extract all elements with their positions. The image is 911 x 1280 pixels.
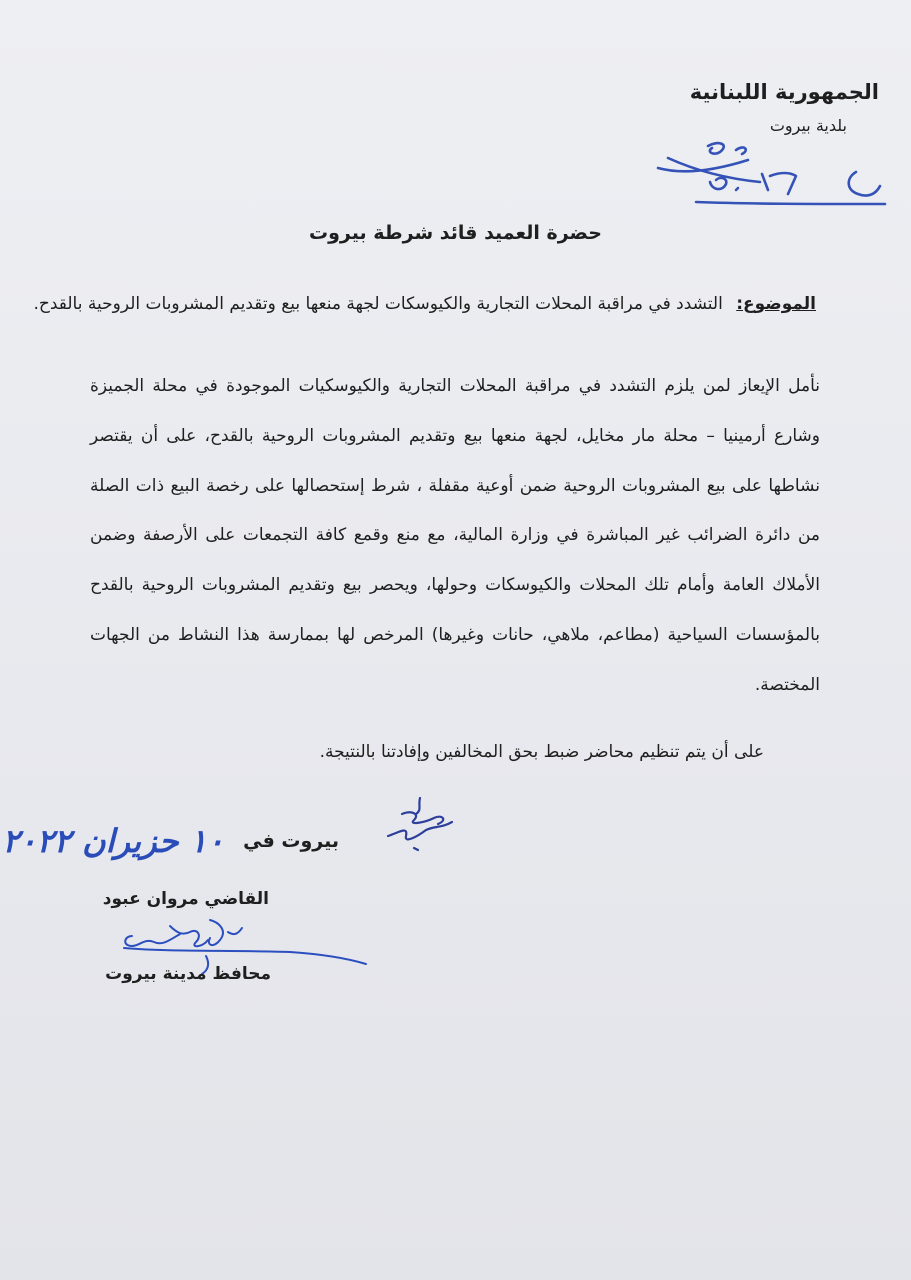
letter-body bbox=[90, 362, 820, 727]
header-republic: الجمهورية اللبنانية bbox=[689, 80, 879, 104]
subject-label: الموضوع: bbox=[736, 294, 816, 314]
place-date bbox=[2, 822, 339, 860]
handwritten-reference-number bbox=[650, 138, 890, 218]
addressee: حضرة العميد قائد شرطة بيروت bbox=[309, 222, 602, 244]
body-paragraph: نأمل الإيعاز لمن يلزم التشدد في مراقبة المحلات التجارية والكيوسكيات الموجودة في محلة الجميزة وشارع أرمينيا – محلة مار مخايل، لجهة منعها بيع وتقديم المشروبات الروحية بالقدح، على أن يقتصر نشاطها على بيع المشروبات الروحية ضمن أوعية مقفلة ، شرط إستحصالها على رخصة البيع ذات الصلة من دائرة الضرائب غير المباشرة في وزارة المالية، مع منع وقمع كافة التجمعات على الأرصفة وضمن الأملاك العامة وأمام تلك المحلات والكيوسكات وحولها، ويحصر بيع وتقديم المشروبات الروحية بالقدح بالمؤسسات السياحية (مطاعم، ملاهي، حانات وغيرها) المرخص لها بممارسة هذا النشاط من الجهات المختصة. bbox=[90, 376, 820, 695]
signatory-name: القاضي مروان عبود bbox=[102, 889, 269, 909]
initials-signature bbox=[378, 792, 460, 858]
subject-line bbox=[33, 294, 816, 314]
handwritten-date: ١٠ حزيران ٢٠٢٢ bbox=[2, 822, 225, 860]
subject-text: التشدد في مراقبة المحلات التجارية والكيوسكات لجهة منعها بيع وتقديم المشروبات الروحية بالقدح. bbox=[33, 294, 723, 314]
place-label: بيروت في bbox=[243, 830, 339, 852]
header-municipality: بلدية بيروت bbox=[769, 116, 847, 135]
closing-line: على أن يتم تنظيم محاضر ضبط بحق المخالفين وإفادتنا بالنتيجة. bbox=[319, 742, 764, 762]
signatory-title: محافظ مدينة بيروت bbox=[105, 964, 271, 984]
